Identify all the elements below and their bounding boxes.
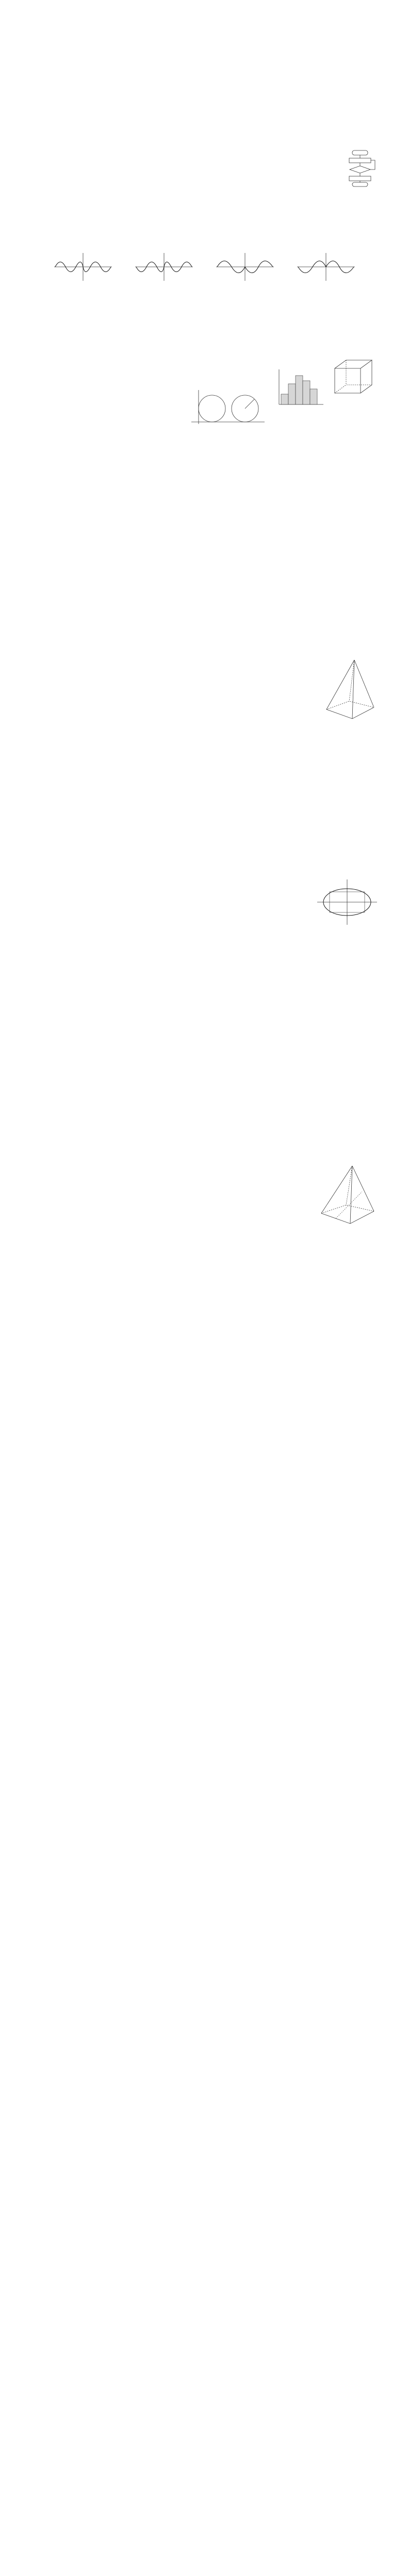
answer-number (291, 1069, 320, 1075)
pyramid-edge (350, 1166, 352, 1224)
answer-space (31, 1008, 378, 1039)
solution-step (31, 1445, 378, 1451)
solution-step (31, 1373, 378, 1379)
option-graph-a (52, 252, 114, 282)
option-b (116, 157, 190, 163)
solution-step (31, 1265, 378, 1271)
solution-step (31, 1438, 378, 1444)
solution-step (31, 1279, 378, 1285)
choice-question (31, 133, 378, 146)
option-b (126, 74, 210, 80)
answer-options (31, 217, 378, 224)
option-d (294, 217, 378, 224)
circle-start (199, 395, 225, 422)
question-subpart (31, 782, 378, 788)
option-c (210, 74, 295, 80)
answer-note (31, 1109, 378, 1115)
answer-number (175, 1069, 204, 1075)
question-subpart (31, 555, 378, 561)
answer-letter (262, 1078, 291, 1084)
solution-step (31, 1315, 378, 1321)
option-d (294, 284, 378, 290)
answer-number (233, 1069, 262, 1075)
question-subpart (31, 775, 378, 782)
solution-step (31, 1366, 378, 1372)
solution-question (31, 768, 378, 875)
solution-step (31, 1474, 378, 1480)
solution-step (31, 1496, 378, 1502)
pyramid-base (321, 1211, 374, 1224)
option-b (126, 140, 210, 146)
option-a (42, 140, 126, 146)
solution-step (31, 1243, 378, 1249)
option-c (42, 323, 210, 329)
exam-title (31, 16, 378, 25)
answer-number (60, 1069, 89, 1075)
answer-space (31, 451, 378, 538)
answer-options (31, 91, 378, 97)
solution-step (31, 1229, 378, 1235)
answer-options (31, 300, 378, 307)
solution-notes (31, 1164, 378, 1523)
fill-question (31, 358, 378, 365)
option-a (42, 217, 126, 224)
solution-step (31, 1258, 378, 1264)
circle-radius (245, 399, 254, 409)
solution-step (31, 1236, 378, 1242)
solution-question (31, 541, 378, 655)
cube-side-face (361, 360, 372, 393)
pyramid-edge (326, 660, 354, 709)
answer-options (31, 157, 337, 163)
solution-step (31, 1308, 378, 1314)
option-a (42, 201, 126, 207)
answer-number (31, 1069, 60, 1075)
answer-letter (291, 1078, 320, 1084)
solution-step (31, 1423, 378, 1430)
answer-options (31, 284, 378, 290)
option-a (42, 234, 126, 240)
pyramid-figure (321, 658, 378, 722)
pyramid-hidden-base (326, 701, 374, 709)
answer-letter (204, 1078, 233, 1084)
solution-question (31, 658, 378, 765)
solution-step (31, 1351, 378, 1358)
answer-number (349, 1069, 378, 1075)
option-a (42, 300, 126, 307)
solution-step (31, 1416, 378, 1422)
option-graph-c (214, 252, 276, 282)
solution-step (31, 1510, 378, 1516)
option-d (210, 323, 379, 329)
solution-step (31, 1359, 378, 1365)
solution-step (31, 1250, 378, 1257)
choice-answer-letters (31, 1078, 378, 1084)
answer-note (31, 1147, 378, 1154)
fill-question (31, 389, 378, 428)
part-2-instruction (31, 348, 378, 354)
option-b (126, 284, 210, 290)
answer-letter (60, 1078, 89, 1084)
solution-step (31, 1344, 378, 1350)
solution-step (31, 1330, 378, 1336)
choice-question (31, 243, 378, 291)
solution-step (31, 1294, 378, 1300)
option-a (42, 124, 126, 130)
question-subpart (31, 996, 378, 1002)
answer-note (31, 1126, 378, 1132)
answer-space (31, 567, 378, 655)
solution-step (31, 1402, 378, 1408)
answer-note (31, 1088, 378, 1094)
solution-question (31, 989, 378, 1039)
pyramid-edge (354, 660, 374, 707)
option-d (294, 91, 378, 97)
cube-top-face (335, 360, 372, 368)
solution-step (31, 1380, 378, 1386)
choice-answer-numbers (31, 1069, 378, 1075)
pyramid-base (326, 707, 374, 719)
answer-note (31, 1102, 378, 1108)
option-b (126, 107, 210, 113)
part-2-heading (31, 335, 378, 345)
solution-step (31, 1272, 378, 1278)
answer-options (31, 201, 378, 207)
answer-options (31, 74, 378, 80)
answer-note (31, 1133, 378, 1139)
answer-number (89, 1069, 118, 1075)
solution-step (31, 1323, 378, 1329)
answer-letter (233, 1078, 262, 1084)
question-subpart (31, 561, 378, 567)
answer-letter (146, 1078, 175, 1084)
ellipse-figure (316, 878, 378, 926)
answer-letter (31, 1078, 60, 1084)
choice-question (31, 210, 378, 224)
answer-number (204, 1069, 233, 1075)
choice-question (31, 116, 378, 130)
answer-number (320, 1069, 349, 1075)
option-d (294, 300, 378, 307)
option-c (210, 140, 295, 146)
solution-question (31, 431, 378, 538)
option-b (126, 217, 210, 224)
question-subpart (31, 445, 378, 451)
option-b (126, 91, 210, 97)
option-graph-d (295, 252, 357, 282)
graph-options-row (31, 250, 378, 284)
part-1-heading (31, 44, 378, 54)
fill-question (31, 368, 378, 376)
option-graph-b (133, 252, 195, 282)
option-d (294, 201, 378, 207)
answer-letter (89, 1078, 118, 1084)
choice-question (31, 149, 378, 191)
choice-question (31, 293, 378, 307)
solution-step (31, 1488, 378, 1495)
option-b (126, 124, 210, 130)
exam-subject (31, 28, 378, 38)
answer-options (31, 234, 378, 240)
solution-step (31, 1409, 378, 1415)
option-c (210, 201, 295, 207)
answer-letter (320, 1078, 349, 1084)
choice-question (31, 227, 378, 240)
option-c (190, 157, 264, 163)
flowchart-start-node (352, 150, 368, 155)
solution-pyramid-figure (316, 1164, 378, 1226)
auxiliary-line (336, 1192, 362, 1218)
option-c (210, 284, 295, 290)
option-c (210, 124, 295, 130)
solution-step (31, 1286, 378, 1293)
answer-number (146, 1069, 175, 1075)
solution-step (31, 1460, 378, 1466)
flowchart-figure (342, 149, 378, 188)
question-subpart (31, 438, 378, 445)
pyramid-hidden-edge (346, 1166, 352, 1205)
option-c (210, 91, 295, 97)
solution-step (31, 1301, 378, 1307)
option-a (42, 74, 126, 80)
solution-step (31, 1395, 378, 1401)
answer-note (31, 1095, 378, 1101)
option-a (42, 91, 126, 97)
flowchart-end-node (352, 182, 368, 187)
solution-answers-title (31, 1157, 378, 1163)
solution-step (31, 1452, 378, 1459)
answer-key-heading (31, 1047, 378, 1059)
solution-step (31, 1503, 378, 1509)
question-subpart (31, 1002, 378, 1008)
answer-options (31, 317, 378, 329)
option-d (294, 140, 378, 146)
answer-options (31, 140, 378, 146)
option-a (42, 284, 126, 290)
answer-options (31, 107, 378, 113)
answer-options (31, 124, 378, 130)
fill-answers-title (31, 1118, 378, 1125)
solution-step (31, 1481, 378, 1487)
choice-answers-title (31, 1062, 378, 1068)
part-1-instruction (31, 57, 378, 63)
answer-number (118, 1069, 146, 1075)
answer-note (31, 1140, 378, 1146)
flowchart-output-node (349, 176, 371, 181)
answer-number (262, 1069, 291, 1075)
option-b (126, 234, 210, 240)
option-d (294, 107, 378, 113)
option-d (294, 74, 378, 80)
option-b (126, 201, 210, 207)
pyramid-edge (352, 1166, 374, 1211)
rolling-circle-figure (189, 389, 267, 425)
choice-question (31, 194, 378, 207)
choice-question (31, 100, 378, 113)
question-subpart (31, 549, 378, 555)
answer-letter (349, 1078, 378, 1084)
choice-question (31, 67, 378, 80)
option-c (210, 107, 295, 113)
option-a (42, 107, 126, 113)
solution-step (31, 1467, 378, 1473)
option-d (294, 124, 378, 130)
option-b (210, 317, 379, 323)
solution-step (31, 1337, 378, 1343)
option-c (210, 300, 295, 307)
flowchart-process-node (349, 158, 371, 163)
option-c (210, 217, 295, 224)
option-d (263, 157, 337, 163)
choice-question (31, 310, 378, 329)
flowchart-decision-node (350, 166, 370, 173)
answer-space (31, 788, 378, 875)
answer-letter (175, 1078, 204, 1084)
option-c (210, 234, 295, 240)
option-d (294, 234, 378, 240)
solution-step (31, 1387, 378, 1394)
solution-step (31, 1431, 378, 1437)
answer-letter (118, 1078, 146, 1084)
fill-question (31, 379, 378, 386)
solution-question (31, 878, 378, 986)
solution-step (31, 1517, 378, 1523)
option-a (42, 317, 210, 323)
option-b (126, 300, 210, 307)
option-a (42, 157, 116, 163)
choice-question (31, 83, 378, 97)
